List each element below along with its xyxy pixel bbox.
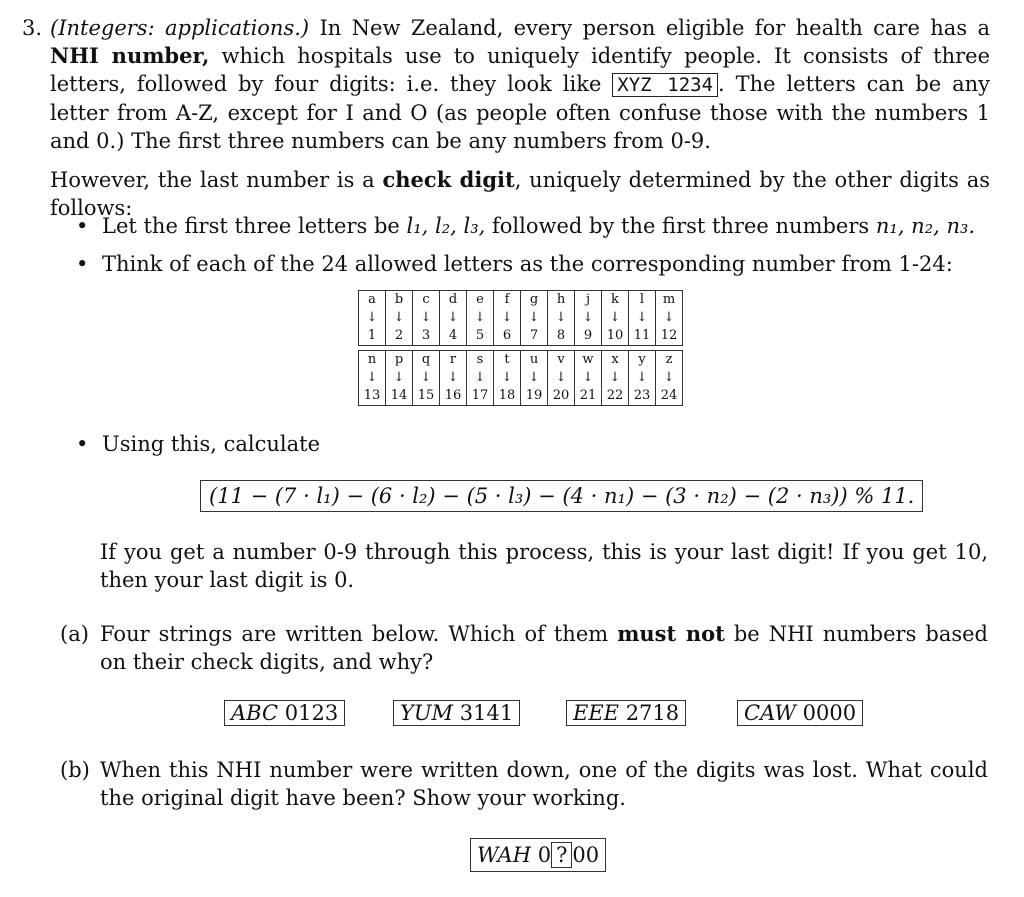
table-number: 1 [359, 327, 386, 346]
table-arrow: ↓ [413, 369, 440, 387]
table-arrow: ↓ [629, 369, 656, 387]
part-a-text-2: be NHI numbers based on their check digits, and why? [100, 622, 988, 674]
table-number: 21 [575, 387, 602, 406]
table-arrow: ↓ [575, 369, 602, 387]
part-a-label: (a) [60, 622, 89, 646]
table-arrow: ↓ [656, 309, 683, 327]
table-number: 12 [656, 327, 683, 346]
missing-digit: ? [551, 842, 572, 868]
table-number: 15 [413, 387, 440, 406]
table-number: 13 [359, 387, 386, 406]
example-nhi: XYZ 1234 [612, 73, 718, 97]
table-arrow: ↓ [521, 309, 548, 327]
table-letter: h [548, 291, 575, 310]
table-letter: x [602, 351, 629, 370]
table-number: 8 [548, 327, 575, 346]
table-number: 3 [413, 327, 440, 346]
bullet-1-letters: l₁, l₂, l₃, [406, 214, 486, 238]
table-letter: s [467, 351, 494, 370]
table-arrow: ↓ [575, 309, 602, 327]
table-arrow: ↓ [386, 369, 413, 387]
table-number: 7 [521, 327, 548, 346]
table-letter: e [467, 291, 494, 310]
part-a-text-1: Four strings are written below. Which of them [100, 622, 609, 646]
bullet-1-text-a: Let the first three letters be [102, 214, 400, 238]
table-letter: a [359, 291, 386, 310]
intro-text-3: . The letters can be any letter from A-Z, except for I and O (as people often confuse those with the numbers 1 and 0.) The first three numbers can be any numbers from 0-9. [50, 72, 990, 153]
table-arrow: ↓ [602, 369, 629, 387]
table-letter: q [413, 351, 440, 370]
part-a-bold: must not [617, 621, 725, 646]
table-arrow: ↓ [494, 309, 521, 327]
bullet-1 [80, 212, 980, 240]
table-arrow: ↓ [656, 369, 683, 387]
table-arrow: ↓ [548, 309, 575, 327]
bullet-2 [80, 250, 980, 278]
table-letter: n [359, 351, 386, 370]
partial-nhi-trailing: 00 [572, 843, 600, 867]
bullet-2-text: Think of each of the 24 allowed letters as the corresponding number from 1-24: [102, 252, 953, 276]
option-abc: ABC 0123 [224, 700, 345, 726]
part-a-question [100, 620, 988, 676]
table-arrow: ↓ [494, 369, 521, 387]
table-arrow: ↓ [413, 309, 440, 327]
table-number: 17 [467, 387, 494, 406]
table-letter: p [386, 351, 413, 370]
table-letter: z [656, 351, 683, 370]
however-text-1: However, the last number is a [50, 168, 375, 192]
table-number: 14 [386, 387, 413, 406]
bullet-3 [80, 430, 980, 458]
option-eee: EEE 2718 [566, 700, 686, 726]
check-digit-formula: (11 − (7 · l₁) − (6 · l₂) − (5 · l₃) − (4 · n₁) − (3 · n₂) − (2 · n₃)) % 11. [200, 480, 923, 512]
table-letter: b [386, 291, 413, 310]
partial-nhi-digit: 0 [537, 843, 552, 867]
table-arrow: ↓ [521, 369, 548, 387]
table-number: 4 [440, 327, 467, 346]
table-arrow: ↓ [467, 369, 494, 387]
table-letter: m [656, 291, 683, 310]
table-arrow: ↓ [386, 309, 413, 327]
partial-nhi-letters: WAH [477, 843, 532, 867]
table-arrow: ↓ [602, 309, 629, 327]
bullet-1-text-b: followed by the first three numbers [492, 214, 870, 238]
part-b-label: (b) [60, 758, 90, 782]
option-yum: YUM 3141 [393, 700, 520, 726]
table-number: 6 [494, 327, 521, 346]
table-letter: c [413, 291, 440, 310]
table-number: 20 [548, 387, 575, 406]
option-caw: CAW 0000 [737, 700, 863, 726]
table-arrow: ↓ [467, 309, 494, 327]
after-formula-text: If you get a number 0-9 through this process, this is your last digit! If you get 10, then your last digit is 0. [100, 540, 988, 592]
table-arrow: ↓ [548, 369, 575, 387]
letter-number-table [358, 290, 683, 406]
table-arrow: ↓ [440, 369, 467, 387]
table-number: 19 [521, 387, 548, 406]
topic-label: (Integers: applications.) [50, 16, 310, 40]
partial-nhi [470, 838, 606, 872]
table-letter: v [548, 351, 575, 370]
table-number: 11 [629, 327, 656, 346]
table-letter: d [440, 291, 467, 310]
letter-table-row-2 [358, 350, 683, 406]
table-number: 23 [629, 387, 656, 406]
part-b-question: When this NHI number were written down, one of the digits was lost. What could the original digit have been? Show your working. [100, 758, 988, 810]
table-letter: f [494, 291, 521, 310]
intro-text-1: In New Zealand, every person eligible for health care has a [319, 16, 990, 40]
bullet-3-text: Using this, calculate [102, 432, 321, 456]
table-number: 22 [602, 387, 629, 406]
table-arrow: ↓ [440, 309, 467, 327]
table-letter: r [440, 351, 467, 370]
table-letter: l [629, 291, 656, 310]
table-letter: j [575, 291, 602, 310]
table-letter: y [629, 351, 656, 370]
however-text-2: , uniquely determined by the other digits as follows: [50, 168, 990, 220]
table-number: 24 [656, 387, 683, 406]
table-arrow: ↓ [629, 309, 656, 327]
table-number: 18 [494, 387, 521, 406]
check-digit-term: check digit [382, 167, 515, 192]
table-letter: g [521, 291, 548, 310]
table-number: 2 [386, 327, 413, 346]
bullet-1-numbers: n₁, n₂, n₃. [875, 214, 976, 238]
table-letter: k [602, 291, 629, 310]
table-letter: u [521, 351, 548, 370]
intro-text-2: which hospitals use to uniquely identify people. It consists of three letters, followed by four digits: i.e. they look like [50, 44, 990, 96]
table-letter: t [494, 351, 521, 370]
table-number: 9 [575, 327, 602, 346]
table-letter: w [575, 351, 602, 370]
letter-table-row-1 [358, 290, 683, 346]
table-arrow: ↓ [359, 369, 386, 387]
table-arrow: ↓ [359, 309, 386, 327]
question-number: 3. [22, 16, 43, 40]
table-number: 16 [440, 387, 467, 406]
nhi-term: NHI number, [50, 43, 210, 68]
table-number: 10 [602, 327, 629, 346]
intro-paragraph [50, 14, 990, 155]
table-number: 5 [467, 327, 494, 346]
